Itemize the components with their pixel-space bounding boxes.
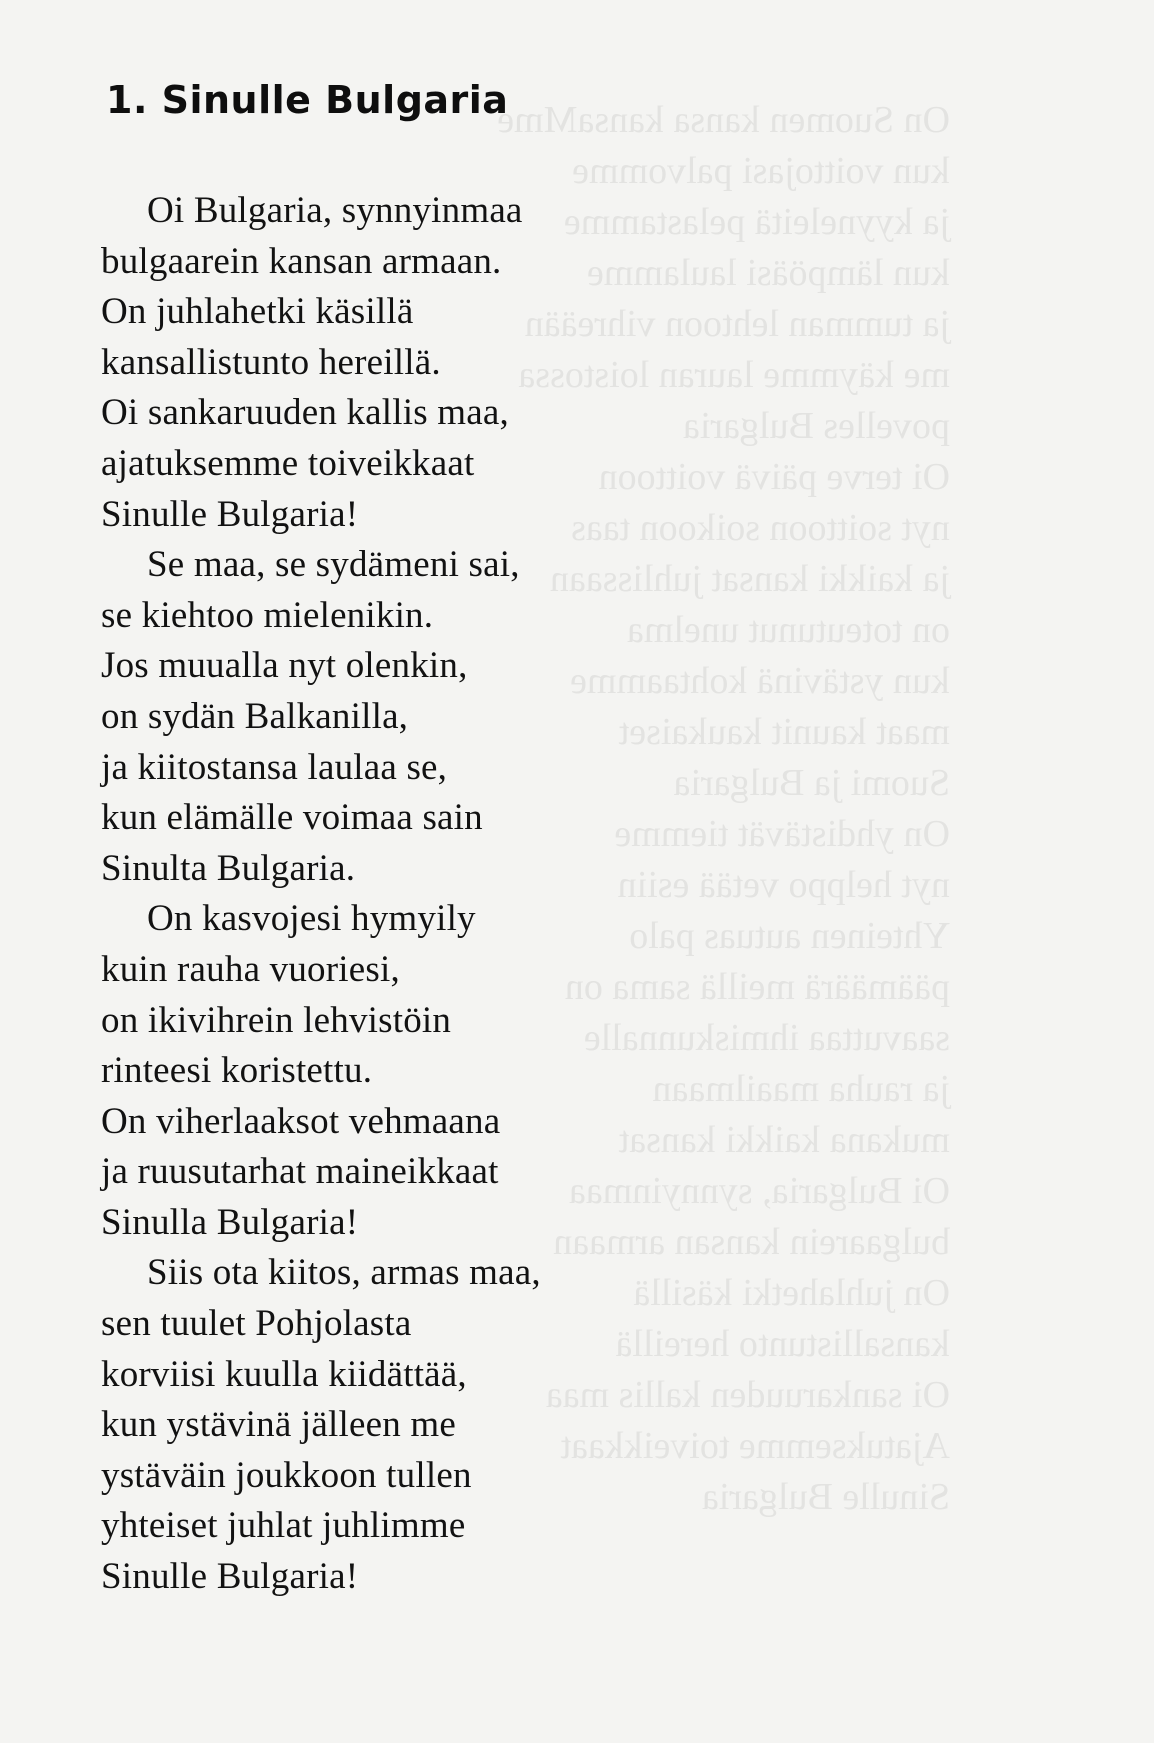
poem-line: ajatuksemme toiveikkaat: [101, 442, 475, 484]
poem-line: korviisi kuulla kiidättää,: [101, 1353, 467, 1395]
stanza-4: [101, 1248, 821, 1602]
poem-line: kun elämälle voimaa sain: [101, 797, 483, 839]
poem-line: Sinulta Bulgaria.: [101, 847, 356, 889]
poem-line: Sinulle Bulgaria!: [101, 1556, 359, 1598]
poem-line: Sinulle Bulgaria!: [101, 493, 359, 535]
poem-line: On juhlahetki käsillä: [101, 291, 414, 333]
stanza-1: [101, 186, 821, 540]
poem-line: Jos muualla nyt olenkin,: [101, 645, 468, 687]
poem-line: sen tuulet Pohjolasta: [101, 1303, 412, 1345]
poem-line: kuin rauha vuoriesi,: [101, 948, 400, 990]
poem-line: Oi Bulgaria, synnyinmaa: [147, 190, 523, 231]
stanza-2: [101, 540, 821, 894]
poem-line: Se maa, se sydämeni sai,: [147, 544, 520, 586]
poem-line: Siis ota kiitos, armas maa,: [147, 1252, 541, 1294]
poem-line: Sinulla Bulgaria!: [101, 1201, 359, 1243]
poem-line: On viherlaaksot vehmaana: [101, 1100, 501, 1142]
poem-line: on ikivihrein lehvistöin: [101, 999, 452, 1041]
poem-body: [101, 186, 821, 1603]
stanza-3: [101, 894, 821, 1248]
bleed-through-texture: On Suomen kansa kansaMme kun voittojasi palvomme ja kyyneleitä pelastamme kun lämpöäsi laulamme ja tumman lehtoon vihreään me käymme lauran loistossa povelles Bulgaria Oi terve päivä voittoon nyt soittoon soikoon taas ja kaikki kansat juhlissaan on toteutunut unelma kun ystävinä kohtaamme maat kaunit kaukaiset Suomi ja Bulgaria On yhdistävät tiemme nyt helppo vetää esiin Yhteinen autuas palo päämäärä meillä sama on saavuttaa ihmiskunnalle ja rauha maailmaan mukana kaikki kansat Oi Bulgaria, synnyinmaa bulgaarein kansan armaan On juhlahetki käsillä kansallistunto hereillä Oi sankaruuden kallis maa Ajatuksemme toiveikkaat Sinulle Bulgaria: [497, 99, 950, 1518]
poem-line: ja kiitostansa laulaa se,: [101, 746, 448, 788]
poem-line: kun ystävinä jälleen me: [101, 1404, 456, 1446]
poem-line: bulgaarein kansan armaan.: [101, 240, 502, 282]
poem-line: yhteiset juhlat juhlimme: [101, 1505, 466, 1547]
poem-line: rinteesi koristettu.: [101, 1050, 373, 1092]
poem-line: ja ruusutarhat maineikkaat: [101, 1151, 499, 1193]
poem-line: On kasvojesi hymyily: [147, 898, 476, 940]
poem-line: on sydän Balkanilla,: [101, 695, 409, 737]
poem-line: kansallistunto hereillä.: [101, 341, 441, 383]
poem-line: ystäväin joukkoon tullen: [101, 1454, 472, 1496]
poem-line: se kiehtoo mielenikin.: [101, 594, 434, 636]
poem-title: 1. Sinulle Bulgaria: [106, 78, 509, 122]
poem-line: Oi sankaruuden kallis maa,: [101, 392, 509, 434]
